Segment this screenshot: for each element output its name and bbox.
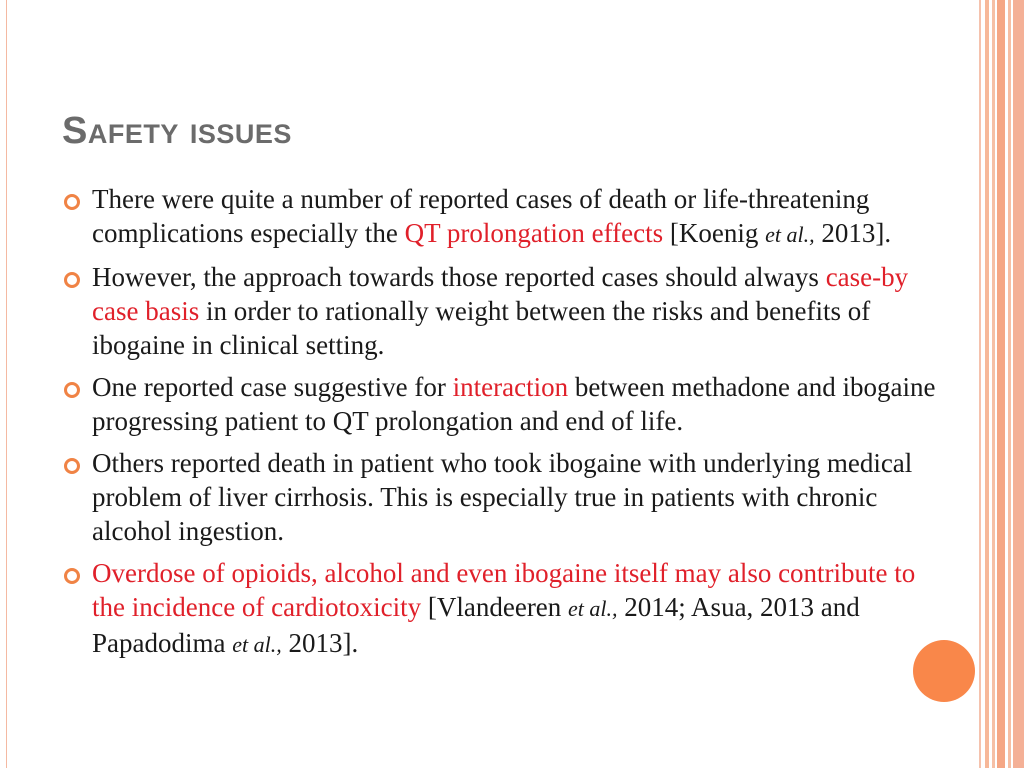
list-item: However, the approach towards those reported cases should always case-by case basis in order to rationally weight between the risks and benefits of ibogaine in clinical setting. (62, 260, 942, 362)
left-border (0, 0, 7, 768)
list-item: Others reported death in patient who took ibogaine with underlying medical problem of liver cirrhosis. This is especially true in patients with chronic alcohol ingestion. (62, 446, 942, 548)
circle-bullet-icon (64, 194, 80, 210)
highlight-case-basis: case-by case basis (92, 262, 909, 326)
highlight-interaction: interaction (452, 372, 569, 402)
list-item: One reported case suggestive for interaction between methadone and ibogaine progressing patient to QT prolongation and end of life. (62, 370, 942, 438)
circle-bullet-icon (64, 568, 80, 584)
slide-title: Safety issues (62, 110, 292, 152)
circle-bullet-icon (64, 382, 80, 398)
circle-bullet-icon (64, 272, 80, 288)
circle-bullet-icon (64, 458, 80, 474)
bullet-list (62, 182, 942, 670)
list-item: Overdose of opioids, alcohol and even ibogaine itself may also contribute to the incidence of cardiotoxicity [Vlandeeren et al., 2014; Asua, 2013 and Papadodima et al., 2013]. (62, 556, 942, 662)
list-item: There were quite a number of reported cases of death or life-threatening complications especially the QT prolongation effects [Koenig et al., 2013]. (62, 182, 942, 252)
highlight-overdose: Overdose of opioids, alcohol and even ibogaine itself may also contribute to the incidence of cardiotoxicity (92, 558, 916, 622)
highlight-qt-prolongation: QT prolongation effects (404, 218, 664, 248)
decorative-circle (913, 640, 975, 702)
